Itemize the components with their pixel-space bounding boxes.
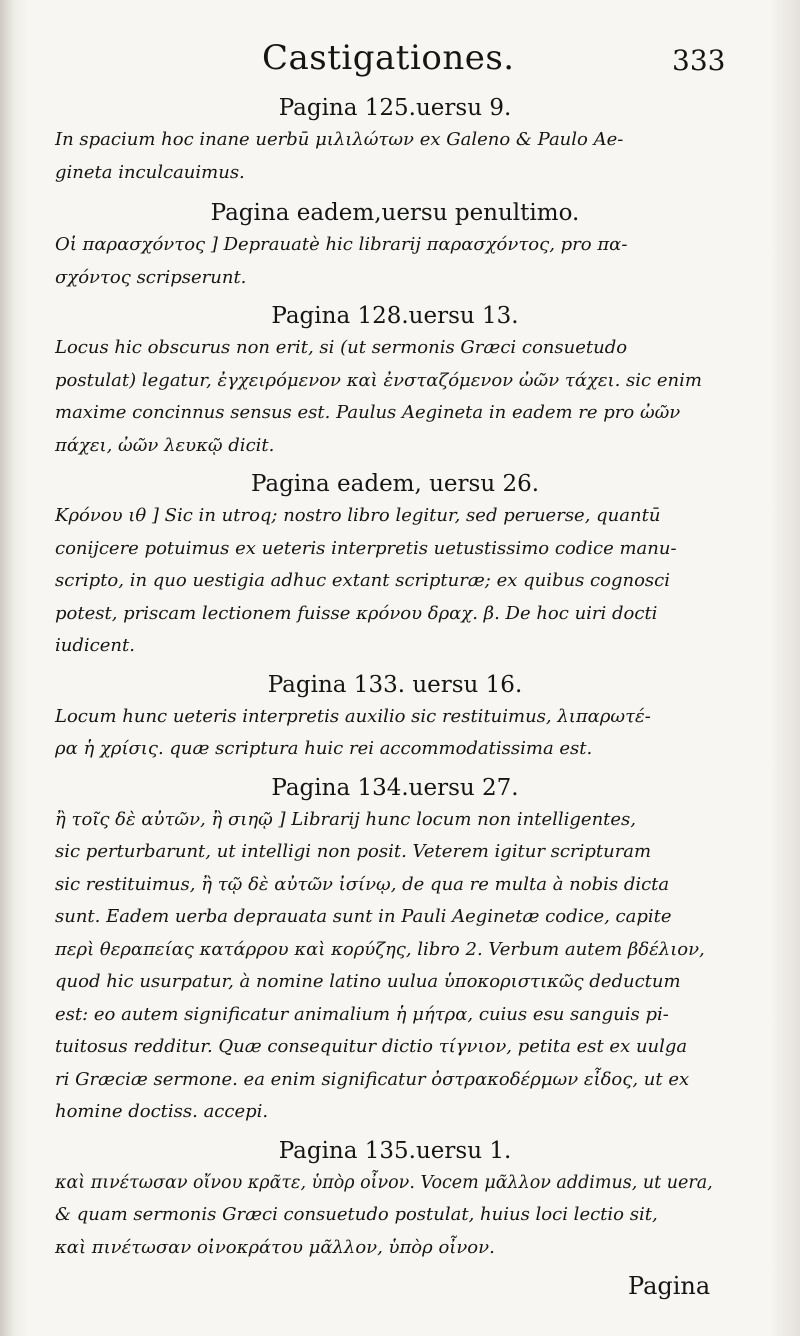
- text-line: καὶ πινέτωσαν οἰνοκράτου μᾶλλον, ὑπὸρ οἶνον.: [55, 1236, 495, 1258]
- section-body: [55, 229, 715, 294]
- text-line: In spacium hoc inane uerbū μιλιλώτων ex Galeno & Paulo Ae-: [55, 129, 624, 150]
- section-heading: Pagina eadem,uersu penultimo.: [210, 200, 580, 226]
- running-head: [0, 38, 800, 88]
- section-heading: Pagina eadem, uersu 26.: [250, 471, 540, 497]
- section-body: [55, 124, 715, 189]
- section-heading: Pagina 134.uersu 27.: [271, 774, 519, 801]
- text-line: postulat) legatur, ἐγχειρόμενον καὶ ἐνσταζόμενον ὠῶν τάχει. sic enim: [55, 369, 702, 391]
- section-heading: Pagina 135.uersu 1.: [278, 1137, 512, 1164]
- text-line: περὶ θεραπείας κατάρρου καὶ κορύζης, libro 2. Verbum autem βδέλιον,: [55, 938, 705, 960]
- text-line: quod hic usurpatur, à nomine latino uulua ὑποκοριστικῶς deductum: [55, 971, 681, 992]
- text-line: maxime concinnus sensus est. Paulus Aegineta in eadem re pro ὠῶν: [55, 402, 681, 423]
- text-line: Οἱ παρασχόντος ] Deprauatè hic librarij παρασχόντος, pro πα-: [55, 234, 628, 255]
- section-body: [55, 500, 715, 663]
- section-body: [55, 332, 715, 462]
- text-line: sunt. Eadem uerba deprauata sunt in Pauli Aeginetæ codice, capite: [55, 906, 672, 927]
- section-body: [55, 804, 715, 1129]
- running-title: Castigationes.: [262, 38, 515, 78]
- text-line: σχόντος scripserunt.: [55, 266, 247, 288]
- text-block: [55, 92, 715, 1270]
- section-heading: Pagina 128.uersu 13.: [271, 303, 519, 329]
- page-gutter: [0, 0, 14, 1336]
- text-line: gineta inculcauimus.: [55, 161, 245, 183]
- text-line: Locum hunc ueteris interpretis auxilio sic restituimus, λιπαρωτέ-: [55, 705, 651, 727]
- text-line: & quam sermonis Græci consuetudo postulat, huius loci lectio sit,: [55, 1204, 658, 1225]
- section-heading: Pagina 125.uersu 9.: [278, 95, 512, 121]
- text-line: ἢ τοῖς δὲ αὐτῶν, ἢ σιηῷ ] Librarij hunc locum non intelligentes,: [55, 808, 637, 830]
- text-line: ρα ἡ χρίσις. quæ scriptura huic rei accommodatissima est.: [55, 738, 593, 759]
- catchword: Pagina: [628, 1272, 711, 1300]
- page-number: 333: [672, 44, 726, 77]
- text-line: sic restituimus, ἢ τῷ δὲ αὐτῶν ἰσίνῳ, de qua re multa à nobis dicta: [55, 873, 670, 895]
- text-line: ri Græciæ sermone. ea enim significatur ὀστρακοδέρμων εἶδος, ut ex: [55, 1068, 690, 1090]
- text-line: Κρόνου ιθ ] Sic in utroq; nostro libro legitur, sed peruerse, quantū: [55, 505, 661, 526]
- section-body: [55, 701, 715, 766]
- text-line: tuitosus redditur. Quæ consequitur dictio τίγνιον, petita est ex uulga: [55, 1036, 688, 1057]
- text-line: scripto, in quo uestigia adhuc extant scripturæ; ex quibus cognosci: [55, 570, 670, 591]
- section-body: [55, 1167, 715, 1265]
- text-line: est: eo autem significatur animalium ἡ μήτρα, cuius esu sanguis pi-: [55, 1003, 669, 1025]
- text-line: potest, priscam lectionem fuisse κρόνου δραχ. β. De hoc uiri docti: [55, 602, 658, 624]
- text-line: iudicent.: [55, 635, 135, 656]
- text-line: conijcere potuimus ex ueteris interpretis uetustissimo codice manu-: [55, 537, 677, 559]
- text-line: homine doctiss. accepi.: [55, 1101, 269, 1122]
- section-heading: Pagina 133. uersu 16.: [267, 671, 523, 698]
- text-line: sic perturbarunt, ut intelligi non posit. Veterem igitur scripturam: [55, 841, 652, 862]
- text-line: καὶ πινέτωσαν οἴνου κρᾶτε, ὑπὸρ οἶνον. Vocem μᾶλλον addimus, ut uera,: [55, 1172, 713, 1193]
- text-line: Locus hic obscurus non erit, si (ut sermonis Græci consuetudo: [55, 337, 628, 358]
- text-line: πάχει, ὠῶν λευκῷ dicit.: [55, 434, 275, 456]
